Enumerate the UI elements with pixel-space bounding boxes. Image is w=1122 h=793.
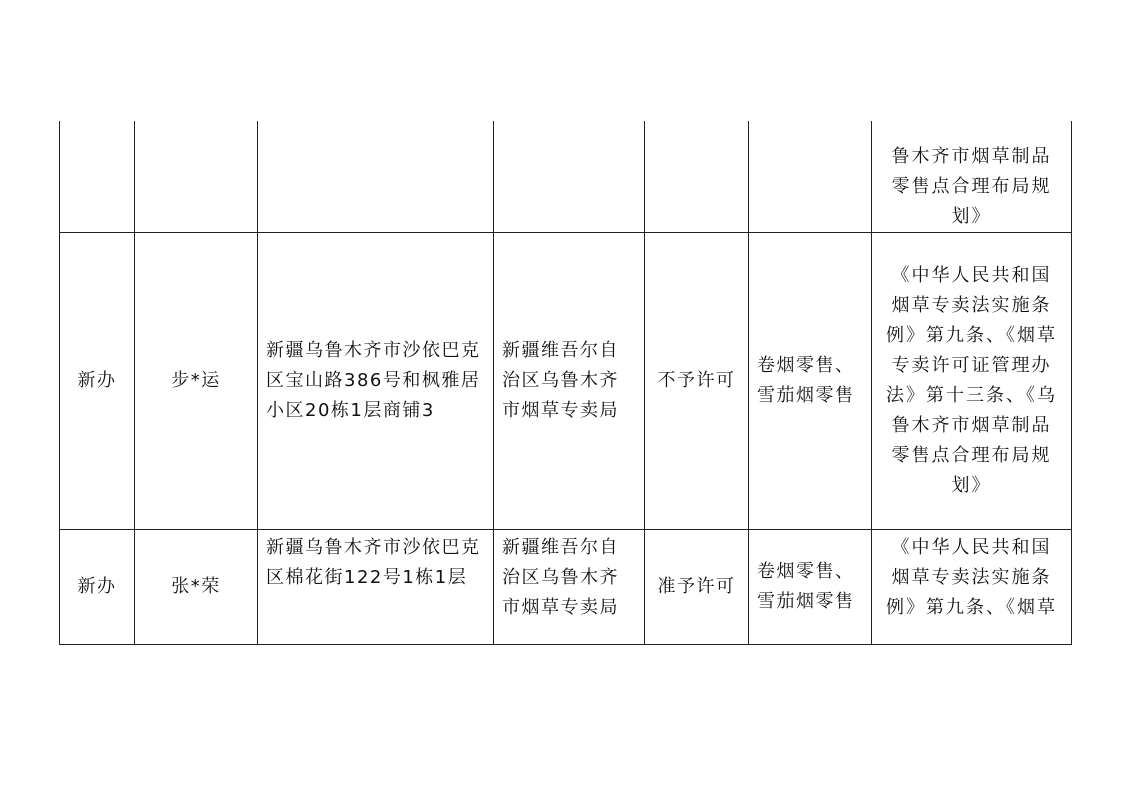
cell-address: 新疆乌鲁木齐市沙依巴克区宝山路386号和枫雅居小区20栋1层商铺3 <box>258 233 494 530</box>
cell-name <box>135 121 258 233</box>
cell-name: 张*荣 <box>135 530 258 645</box>
cell-type: 新办 <box>60 233 135 530</box>
cell-name: 步*运 <box>135 233 258 530</box>
cell-scope <box>749 121 872 233</box>
license-decision-table <box>59 121 1072 645</box>
cell-agency <box>494 121 645 233</box>
cell-address: 新疆乌鲁木齐市沙依巴克区棉花街122号1栋1层 <box>258 530 494 645</box>
cell-legal-basis: 鲁木齐市烟草制品零售点合理布局规划》 <box>872 121 1072 233</box>
cell-type: 新办 <box>60 530 135 645</box>
cell-decision <box>645 121 749 233</box>
cell-scope: 卷烟零售、雪茄烟零售 <box>749 233 872 530</box>
cell-legal-basis: 《中华人民共和国烟草专卖法实施条例》第九条、《烟草专卖许可证管理办法》第十三条、《乌鲁木齐市烟草制品零售点合理布局规划》 <box>872 233 1072 530</box>
cell-agency: 新疆维吾尔自治区乌鲁木齐市烟草专卖局 <box>494 233 645 530</box>
cell-decision: 不予许可 <box>645 233 749 530</box>
cell-agency: 新疆维吾尔自治区乌鲁木齐市烟草专卖局 <box>494 530 645 645</box>
cell-legal-basis: 《中华人民共和国烟草专卖法实施条例》第九条、《烟草 <box>872 530 1072 645</box>
cell-type <box>60 121 135 233</box>
table-row <box>60 121 1072 233</box>
cell-decision: 准予许可 <box>645 530 749 645</box>
table-row <box>60 530 1072 645</box>
table-row <box>60 233 1072 530</box>
cell-address <box>258 121 494 233</box>
cell-scope: 卷烟零售、雪茄烟零售 <box>749 530 872 645</box>
